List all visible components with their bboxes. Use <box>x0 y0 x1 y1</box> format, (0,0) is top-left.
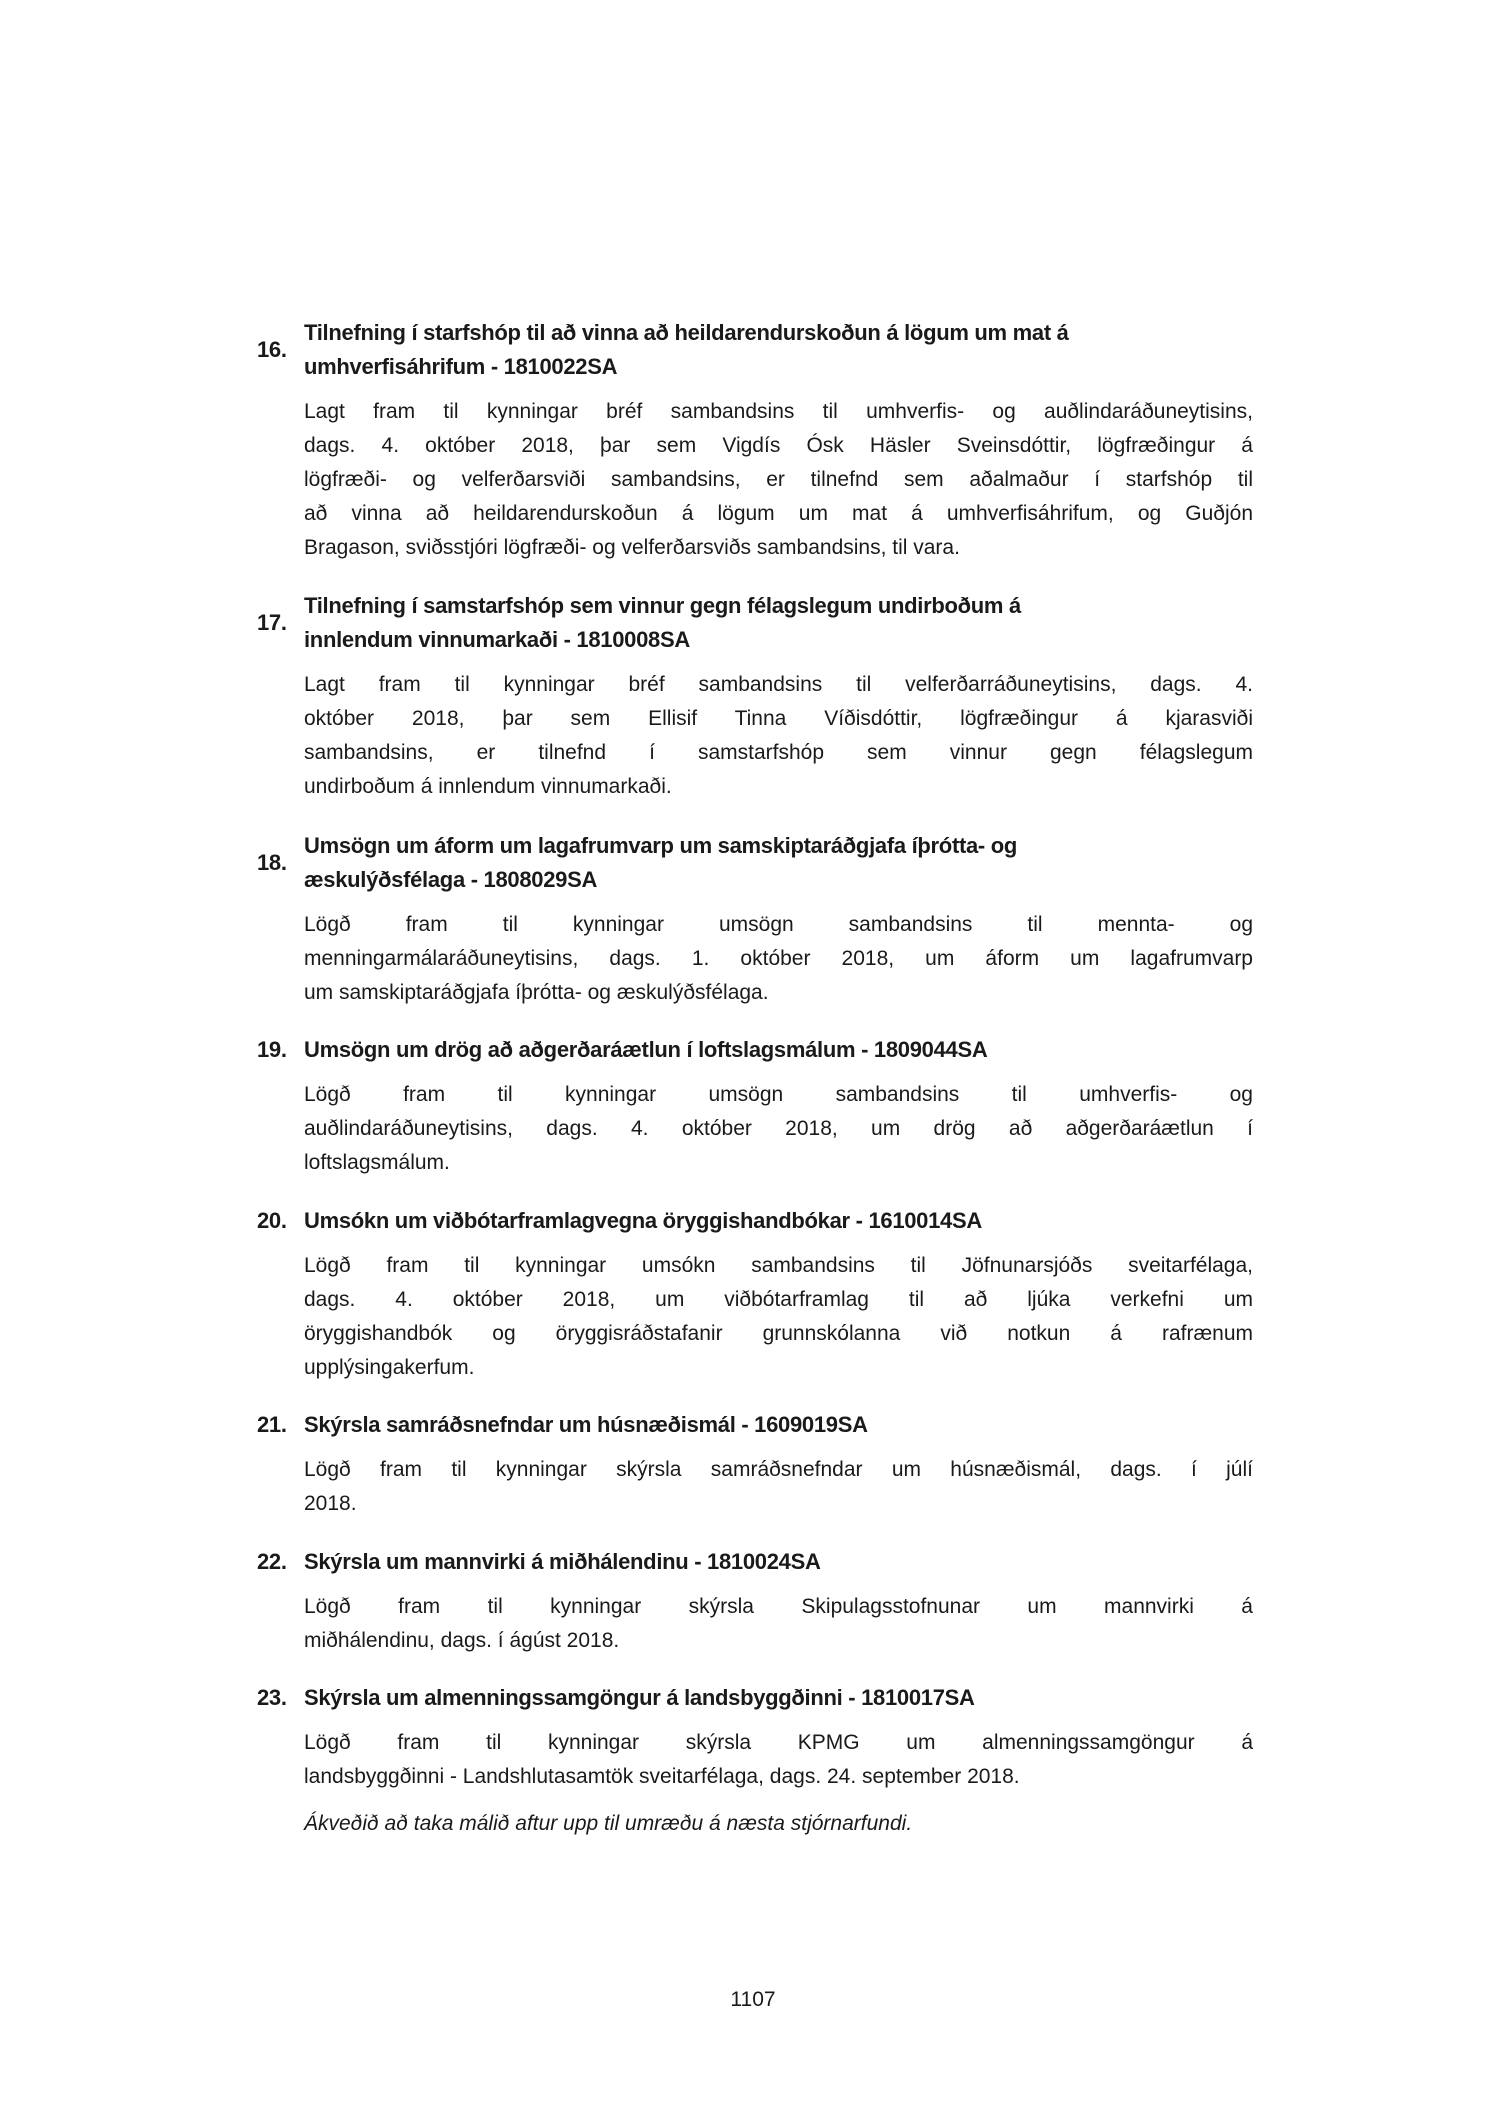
heading-line: innlendum vinnumarkaði - 1810008SA <box>304 627 690 652</box>
body-line: menningarmálaráðuneytisins, dags. 1. október 2018, um áform um lagafrumvarp <box>304 947 1253 970</box>
heading-line: Umsögn um drög að aðgerðaráætlun í loftslagsmálum - 1809044SA <box>304 1037 988 1062</box>
body-line: undirboðum á innlendum vinnumarkaði. <box>304 775 672 798</box>
item-body <box>257 908 1253 1010</box>
body-line: Lagt fram til kynningar bréf sambandsins til umhverfis- og auðlindaráðuneytisins, <box>304 400 1253 423</box>
heading-line: Skýrsla um almenningssamgöngur á landsbyggðinni - 1810017SA <box>304 1685 975 1710</box>
body-line: Lagt fram til kynningar bréf sambandsins til velferðarráðuneytisins, dags. 4. <box>304 673 1253 696</box>
item-number: 19. <box>257 1037 287 1062</box>
item-body <box>257 1078 1253 1180</box>
heading-line: Tilnefning í starfshóp til að vinna að heildarendurskoðun á lögum um mat á <box>304 320 1069 345</box>
item-heading <box>257 829 1253 897</box>
body-line: dags. 4. október 2018, þar sem Vigdís Ósk Häsler Sveinsdóttir, lögfræðingur á <box>304 434 1253 457</box>
item-body <box>257 1249 1253 1385</box>
item-number: 21. <box>257 1412 287 1437</box>
item-number: 18. <box>257 850 287 875</box>
agenda-item <box>257 1408 1253 1521</box>
body-line: miðhálendinu, dags. í ágúst 2018. <box>304 1629 620 1652</box>
body-line: Lögð fram til kynningar umsókn sambandsins til Jöfnunarsjóðs sveitarfélaga, <box>304 1254 1253 1277</box>
item-heading <box>257 1408 1253 1442</box>
body-line: auðlindaráðuneytisins, dags. 4. október 2018, um drög að aðgerðaráætlun í <box>304 1117 1253 1140</box>
item-number: 17. <box>257 610 287 635</box>
agenda-item <box>257 1545 1253 1658</box>
item-number: 23. <box>257 1685 287 1710</box>
body-line: lögfræði- og velferðarsviði sambandsins, er tilnefnd sem aðalmaður í starfshóp til <box>304 468 1253 491</box>
body-line: Lögð fram til kynningar skýrsla samráðsnefndar um húsnæðismál, dags. í júlí <box>304 1458 1253 1481</box>
item-number: 16. <box>257 337 287 362</box>
item-body <box>257 1590 1253 1658</box>
body-line: 2018. <box>304 1492 357 1515</box>
decision-note: Ákveðið að taka málið aftur upp til umræðu á næsta stjórnarfundi. <box>304 1812 913 1835</box>
item-heading <box>257 1545 1253 1579</box>
body-line: Lögð fram til kynningar umsögn sambandsins til umhverfis- og <box>304 1083 1253 1106</box>
item-heading <box>257 1204 1253 1238</box>
agenda-item <box>257 829 1253 1010</box>
item-heading <box>257 1033 1253 1067</box>
heading-line: Umsögn um áform um lagafrumvarp um samskiptaráðgjafa íþrótta- og <box>304 833 1018 858</box>
heading-line: æskulýðsfélaga - 1808029SA <box>304 867 598 892</box>
item-heading <box>257 589 1253 657</box>
body-line: dags. 4. október 2018, um viðbótarframlag til að ljúka verkefni um <box>304 1288 1253 1311</box>
body-line: Lögð fram til kynningar umsögn sambandsins til mennta- og <box>304 913 1253 936</box>
body-line: öryggishandbók og öryggisráðstafanir grunnskólanna við notkun á rafrænum <box>304 1322 1253 1345</box>
body-line: að vinna að heildarendurskoðun á lögum um mat á umhverfisáhrifum, og Guðjón <box>304 502 1253 525</box>
item-heading <box>257 316 1253 384</box>
heading-line: Umsókn um viðbótarframlagvegna öryggishandbókar - 1610014SA <box>304 1208 982 1233</box>
body-line: Lögð fram til kynningar skýrsla Skipulagsstofnunar um mannvirki á <box>304 1595 1253 1618</box>
agenda-item <box>257 1681 1253 1841</box>
heading-line: umhverfisáhrifum - 1810022SA <box>304 354 618 379</box>
item-number: 22. <box>257 1549 287 1574</box>
agenda-item <box>257 589 1253 804</box>
page-number: 1107 <box>730 1988 776 2011</box>
item-body <box>257 395 1253 565</box>
body-line: sambandsins, er tilnefnd í samstarfshóp sem vinnur gegn félagslegum <box>304 741 1253 764</box>
body-line: landsbyggðinni - Landshlutasamtök sveitarfélaga, dags. 24. september 2018. <box>304 1765 1020 1788</box>
body-line: Bragason, sviðsstjóri lögfræði- og velferðarsviðs sambandsins, til vara. <box>304 536 960 559</box>
body-line: upplýsingakerfum. <box>304 1356 475 1379</box>
agenda-item <box>257 1204 1253 1385</box>
heading-line: Skýrsla um mannvirki á miðhálendinu - 1810024SA <box>304 1549 821 1574</box>
heading-line: Skýrsla samráðsnefndar um húsnæðismál - 1609019SA <box>304 1412 868 1437</box>
body-line: Lögð fram til kynningar skýrsla KPMG um almenningssamgöngur á <box>304 1731 1253 1754</box>
body-line: loftslagsmálum. <box>304 1151 450 1174</box>
body-line: október 2018, þar sem Ellisif Tinna Víðisdóttir, lögfræðingur á kjarasviði <box>304 707 1253 730</box>
item-number: 20. <box>257 1208 287 1233</box>
body-line: um samskiptaráðgjafa íþrótta- og æskulýðsfélaga. <box>304 981 769 1004</box>
agenda-item <box>257 316 1253 565</box>
item-body <box>257 668 1253 804</box>
item-heading <box>257 1681 1253 1715</box>
heading-line: Tilnefning í samstarfshóp sem vinnur gegn félagslegum undirboðum á <box>304 593 1021 618</box>
agenda-item <box>257 1033 1253 1180</box>
item-body <box>257 1726 1253 1841</box>
item-body <box>257 1453 1253 1521</box>
